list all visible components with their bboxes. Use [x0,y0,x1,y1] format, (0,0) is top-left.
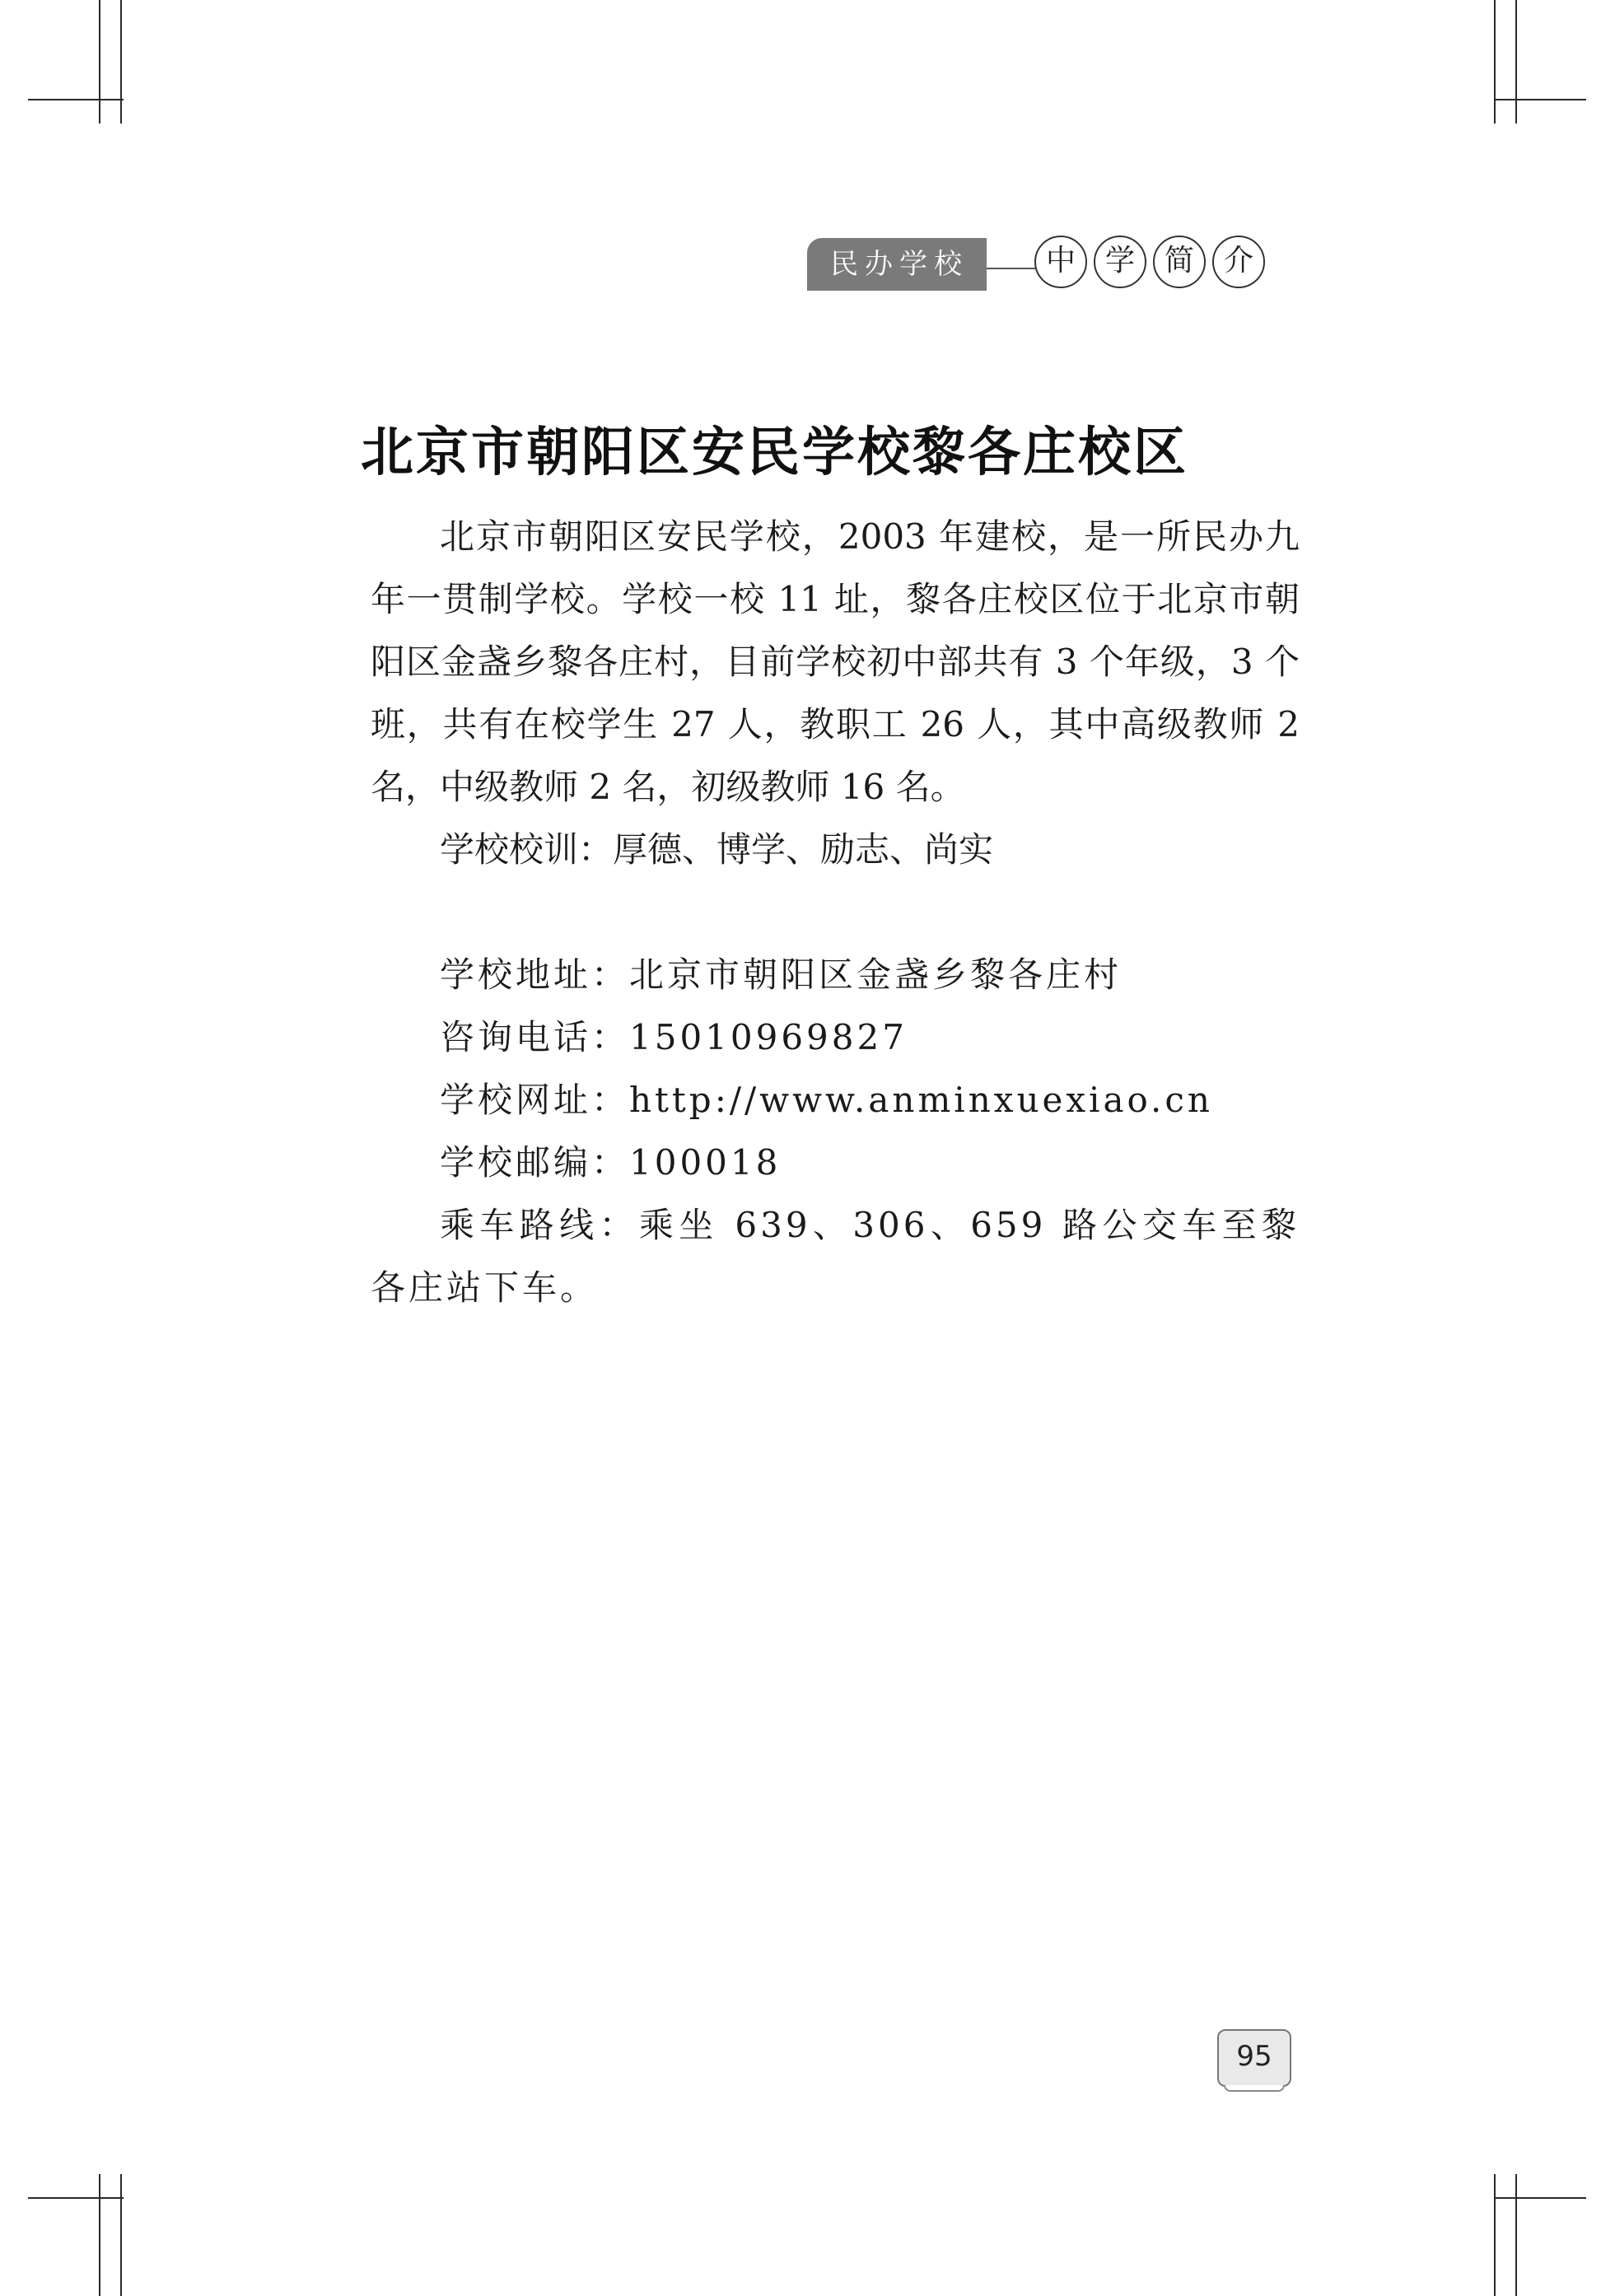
series-char-1: 中 [1034,236,1087,288]
series-char-2: 学 [1094,236,1146,288]
page-title: 北京市朝阳区安民学校黎各庄校区 [361,422,1188,483]
series-title [1034,236,1265,288]
page-number: 95 [1217,2029,1291,2087]
bus-route: 乘车路线：乘坐 639、306、659 路公交车至黎各庄站下车。 [371,1205,1300,1308]
contact-phone: 咨询电话：15010969827 [440,1017,908,1057]
article-body [371,506,1300,1319]
header-connector-line [987,268,1036,269]
school-motto: 学校校训：厚德、博学、励志、尚实 [440,829,994,870]
intro-paragraph: 北京市朝阳区安民学校，2003 年建校，是一所民办九年一贯制学校。学校一校 11 址，黎各庄校区位于北京市朝阳区金盏乡黎各庄村，目前学校初中部共有 3 个年级，3 个班，共有在校学生 27 人，教职工 26 人，其中高级教师 2 名，中级教师 2 名，初级教师 16 名。 [371,516,1300,807]
series-char-3: 简 [1153,236,1206,288]
series-char-4: 介 [1212,236,1265,288]
school-address: 学校地址：北京市朝阳区金盏乡黎各庄村 [440,954,1123,995]
section-tab: 民办学校 [807,238,987,291]
school-website: 学校网址：http://www.anminxuexiao.cn [440,1080,1213,1120]
school-postcode: 学校邮编：100018 [440,1142,782,1183]
paragraph-spacer [371,881,1300,944]
